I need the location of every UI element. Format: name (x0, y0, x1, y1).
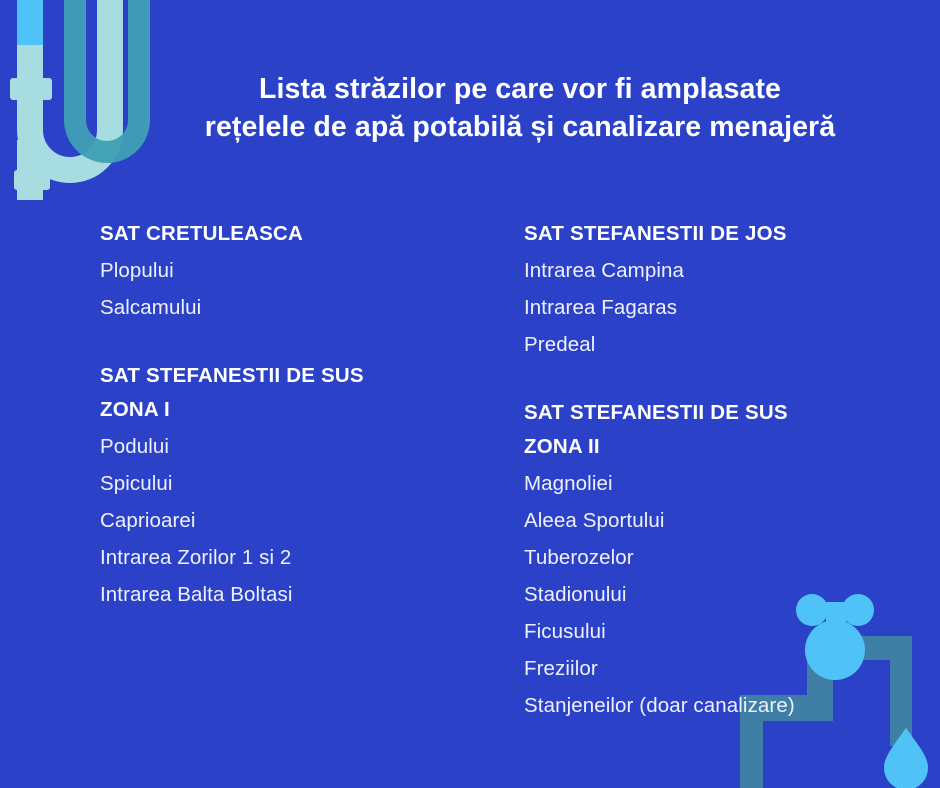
street-item: Stanjeneilor (doar canalizare) (524, 694, 795, 717)
street-group-cretuleasca (100, 218, 524, 326)
street-item: Caprioarei (100, 509, 196, 532)
group-heading-sub: ZONA II (524, 435, 600, 458)
street-item: Plopului (100, 259, 174, 282)
group-heading: SAT STEFANESTII DE SUS (100, 364, 364, 387)
title-line-2: rețelele de apă potabilă și canalizare menajeră (204, 111, 836, 143)
street-group-stefanestii-de-jos (524, 218, 900, 363)
street-item: Aleea Sportului (524, 509, 665, 532)
street-item: Freziilor (524, 657, 598, 680)
group-heading: SAT STEFANESTII DE JOS (524, 222, 787, 245)
column-left (100, 218, 524, 724)
street-item: Ficusului (524, 620, 606, 643)
column-right (524, 218, 900, 724)
title-line-1: Lista străzilor pe care vor fi amplasate (259, 73, 781, 105)
street-list-columns (100, 218, 900, 724)
street-item: Predeal (524, 333, 596, 356)
street-item: Stadionului (524, 583, 627, 606)
group-heading-sub: ZONA I (100, 398, 170, 421)
group-heading: SAT STEFANESTII DE SUS (524, 401, 788, 424)
street-item: Salcamului (100, 296, 202, 319)
street-item: Intrarea Campina (524, 259, 684, 282)
street-item: Intrarea Fagaras (524, 296, 678, 319)
street-item: Podului (100, 435, 170, 458)
group-heading: SAT CRETULEASCA (100, 222, 304, 245)
street-group-stefanestii-de-sus-zona-1 (100, 360, 524, 613)
street-group-stefanestii-de-sus-zona-2 (524, 397, 900, 724)
street-item: Magnoliei (524, 472, 613, 495)
street-item: Spicului (100, 472, 173, 495)
street-item: Tuberozelor (524, 546, 634, 569)
street-item: Intrarea Zorilor 1 si 2 (100, 546, 292, 569)
street-item: Intrarea Balta Boltasi (100, 583, 293, 606)
poster-title (120, 70, 920, 146)
